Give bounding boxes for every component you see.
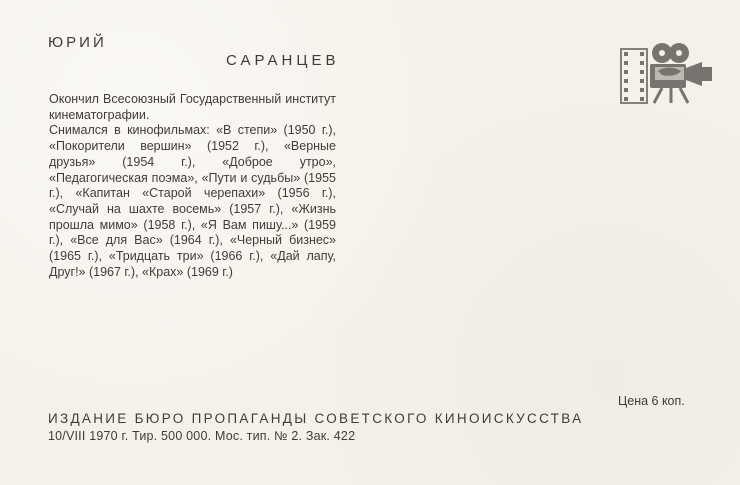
- filmography-paragraph: Снимался в кинофильмах: «В степи» (1950 г.), «Покорители вершин» (1952 г.), «Верные друзья» (1954 г.), «Доброе утро», «Педагогическая поэма», «Пути и судьбы» (1955 г.), «Капитан «Старой черепахи» (1956 г.), «Случай на шахте восемь» (1957 г.), «Жизнь прошла мимо» (1958 г.), «Я Вам пишу...» (1959 г.), «Все для Вас» (1964 г.), «Черный бизнес» (1965 г.), «Тридцать три» (1966 г.), «Дай лапу, Друг!» (1967 г.), «Крах» (1969 г.): [49, 123, 336, 279]
- actor-last-name: САРАНЦЕВ: [226, 52, 340, 69]
- publisher-line: ИЗДАНИЕ БЮРО ПРОПАГАНДЫ СОВЕТСКОГО КИНОИСКУССТВА: [48, 412, 584, 426]
- actor-first-name: ЮРИЙ: [48, 34, 107, 51]
- actor-biography: [49, 92, 336, 280]
- movie-camera-logo-icon: [620, 40, 715, 106]
- print-imprint: 10/VIII 1970 г. Тир. 500 000. Мос. тип. № 2. Зак. 422: [48, 429, 356, 443]
- education-paragraph: Окончил Всесоюзный Государственный институт кинематографии.: [49, 92, 336, 122]
- price-label: Цена 6 коп.: [618, 394, 685, 408]
